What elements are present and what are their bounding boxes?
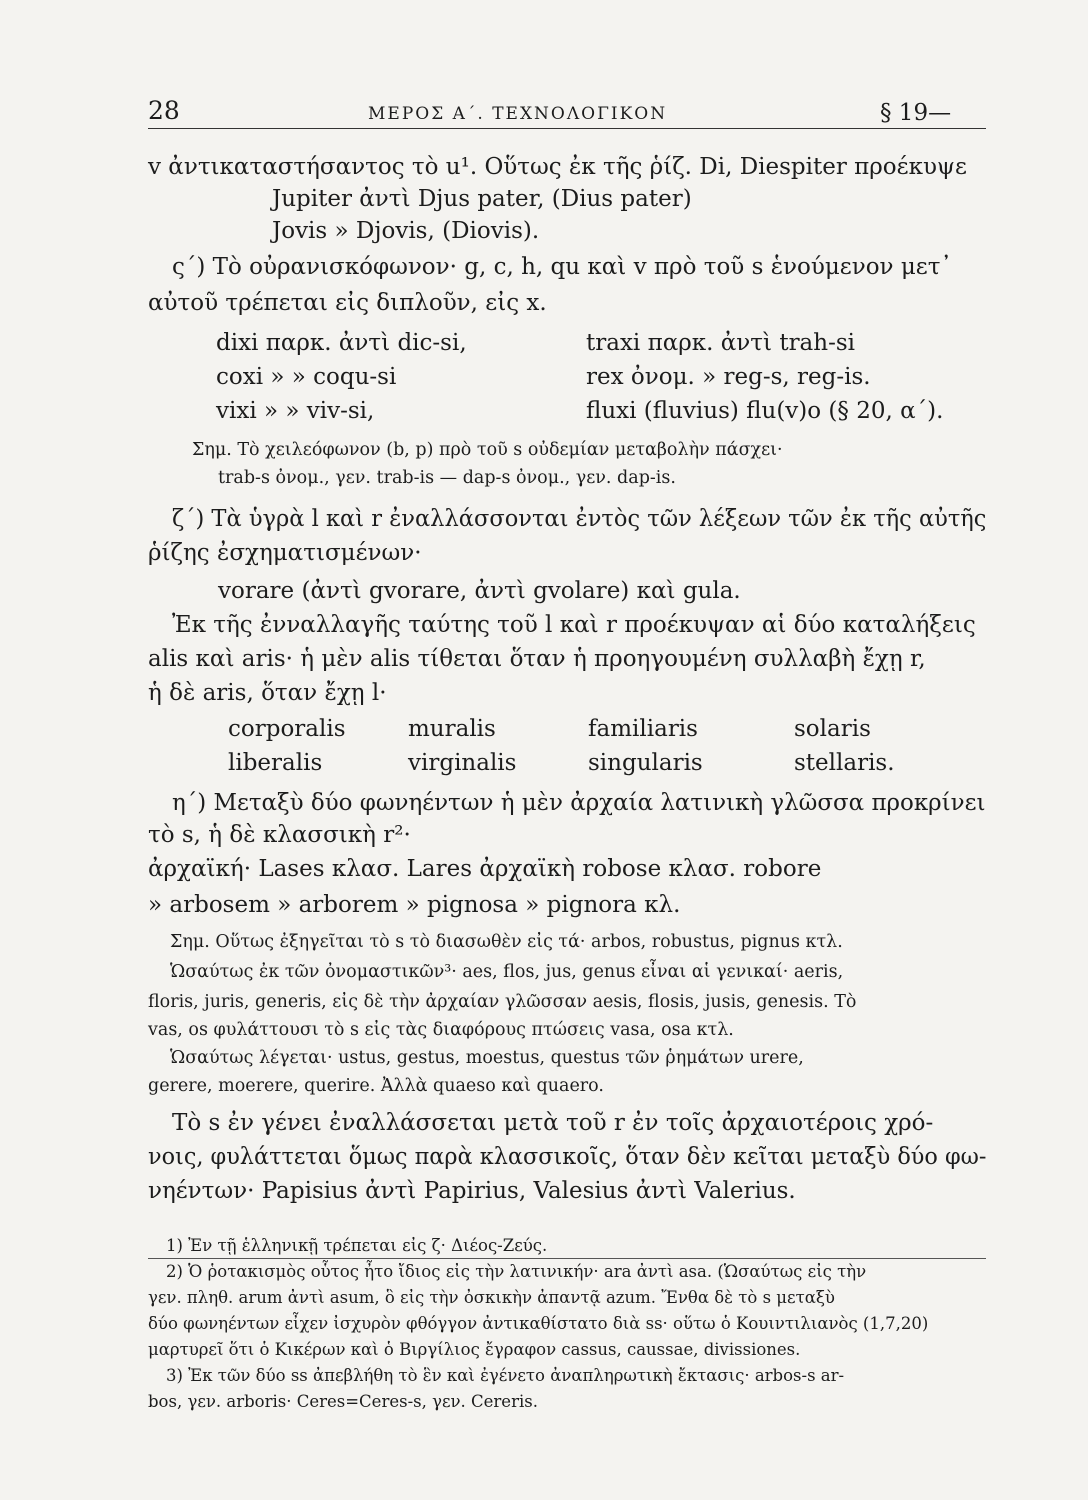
note-line: Σημ. Τὸ χειλεόφωνον (b, p) πρὸ τοῦ s οὐδεμίαν μεταβολὴν πάσχει· — [192, 440, 783, 460]
footnote-line: bos, γεν. arboris· Ceres=Ceres-s, γεν. Cereris. — [148, 1392, 538, 1411]
section-marker: § 19— — [880, 100, 952, 126]
note-line: vas, os φυλάττουσι τὸ s εἰς τὰς διαφόρους πτώσεις vasa, osa κτλ. — [148, 1020, 734, 1040]
text-line: » arbosem » arborem » pignosa » pignora κλ. — [148, 892, 681, 918]
text-line: η΄) Μεταξὺ δύο φωνηέντων ἡ μὲν ἀρχαία λατινικὴ γλῶσσα προκρίνει — [172, 790, 986, 816]
footnote-line: γεν. πληθ. arum ἀντὶ asum, ὃ εἰς τὴν ὀσκικὴν ἀπαντᾷ azum. Ἔνθα δὲ τὸ s μεταξὺ — [148, 1288, 835, 1307]
footnote-line: δύο φωνηέντων εἶχεν ἰσχυρὸν φθόγγον ἀντικαθίστατο διὰ ss· οὕτω ὁ Κουιντιλιανὸς (1,7,20) — [148, 1314, 929, 1333]
text-line: νοις, φυλάττεται ὅμως παρὰ κλασσικοῖς, ὅταν δὲν κεῖται μεταξὺ δύο φω- — [148, 1144, 987, 1170]
footnote-line: μαρτυρεῖ ὅτι ὁ Κικέρων καὶ ὁ Βιργίλιος ἔγραφον cassus, caussae, divissiones. — [148, 1340, 801, 1359]
example-right: traxi παρκ. ἀντὶ trah-si — [586, 330, 856, 356]
example-left: dixi παρκ. ἀντὶ dic-si, — [216, 330, 467, 356]
note-line: floris, juris, generis, εἰς δὲ τὴν ἀρχαίαν γλῶσσαν aesis, flosis, jusis, genesis. Τὸ — [148, 992, 857, 1012]
text-line: ῥίζης ἐσχηματισμένων· — [148, 540, 422, 566]
word-example: solaris — [794, 716, 871, 742]
text-line: alis καὶ aris· ἡ μὲν alis τίθεται ὅταν ἡ προηγουμένη συλλαβὴ ἔχῃ r, — [148, 646, 926, 672]
example-left: coxi » » coqu-si — [216, 364, 397, 390]
text-line: Τὸ s ἐν γένει ἐναλλάσσεται μετὰ τοῦ r ἐν τοῖς ἀρχαιοτέροις χρό- — [172, 1110, 934, 1136]
example-right: fluxi (fluvius) flu(v)o (§ 20, α΄). — [586, 398, 944, 424]
footnote-line: 2) Ὁ ῥοτακισμὸς οὗτος ἦτο ἴδιος εἰς τὴν λατινικήν· ara ἀντὶ asa. (Ὡσαύτως εἰς τὴν — [166, 1262, 867, 1281]
word-example: muralis — [408, 716, 496, 742]
page-number: 28 — [148, 96, 180, 125]
text-line: Jovis » Djovis, (Diovis). — [272, 218, 540, 244]
text-line: v ἀντικαταστήσαντος τὸ u¹. Οὕτως ἐκ τῆς ῥίζ. Di, Diespiter προέκυψε — [148, 154, 967, 180]
word-example: stellaris. — [794, 750, 895, 776]
word-example: virginalis — [408, 750, 517, 776]
note-line: gerere, moerere, querire. Ἀλλὰ quaeso καὶ quaero. — [148, 1076, 604, 1096]
footnote-line: 1) Ἐν τῇ ἑλληνικῇ τρέπεται εἰς ζ· Διέος-Ζεύς. — [166, 1236, 548, 1255]
text-line: νηέντων· Papisius ἀντὶ Papirius, Valesius ἀντὶ Valerius. — [148, 1178, 796, 1204]
word-example: singularis — [588, 750, 703, 776]
text-line: αὐτοῦ τρέπεται εἰς διπλοῦν, εἰς x. — [148, 290, 547, 316]
word-example: liberalis — [228, 750, 323, 776]
text-line: ἡ δὲ aris, ὅταν ἔχῃ l· — [148, 680, 387, 706]
text-line: ἀρχαϊκή· Lases κλασ. Lares ἀρχαϊκὴ robose κλασ. robore — [148, 856, 822, 882]
example-right: rex ὀνομ. » reg-s, reg-is. — [586, 364, 871, 390]
note-line: trab-s ὀνομ., γεν. trab-is — dap-s ὀνομ., γεν. dap-is. — [218, 468, 676, 488]
text-line: ς΄) Τὸ οὐρανισκόφωνον· g, c, h, qu καὶ v πρὸ τοῦ s ἑνούμενον μετ᾿ — [172, 254, 952, 280]
example-left: vixi » » viv-si, — [216, 398, 375, 424]
text-line: ζ΄) Τὰ ὑγρὰ l καὶ r ἐναλλάσσονται ἐντὸς τῶν λέξεων τῶν ἐκ τῆς αὐτῆς — [172, 506, 987, 532]
text-line: Jupiter ἀντὶ Djus pater, (Dius pater) — [272, 186, 692, 212]
running-title: ΜΕΡΟΣ Α΄. ΤΕΧΝΟΛΟΓΙΚΟΝ — [368, 104, 668, 124]
word-example: familiaris — [588, 716, 698, 742]
note-line: Ὡσαύτως λέγεται· ustus, gestus, moestus, questus τῶν ῥημάτων urere, — [170, 1048, 804, 1068]
header-rule — [148, 128, 986, 129]
text-line: Ἐκ τῆς ἐνναλλαγῆς ταύτης τοῦ l καὶ r προέκυψαν αἱ δύο καταλήξεις — [172, 612, 976, 638]
word-example: corporalis — [228, 716, 346, 742]
note-line: Σημ. Οὕτως ἐξηγεῖται τὸ s τὸ διασωθὲν εἰς τά· arbos, robustus, pignus κτλ. — [170, 932, 843, 952]
text-line: vorare (ἀντὶ gvorare, ἀντὶ gvolare) καὶ gula. — [218, 578, 741, 604]
note-line: Ὡσαύτως ἐκ τῶν ὀνομαστικῶν³· aes, flos, jus, genus εἶναι αἱ γενικαί· aeris, — [170, 962, 844, 982]
footnote-rule — [148, 1258, 986, 1259]
footnote-line: 3) Ἐκ τῶν δύο ss ἀπεβλήθη τὸ ἓν καὶ ἐγένετο ἀναπληρωτικὴ ἔκτασις· arbos-s ar- — [166, 1366, 845, 1385]
text-line: τὸ s, ἡ δὲ κλασσικὴ r²· — [148, 822, 411, 848]
